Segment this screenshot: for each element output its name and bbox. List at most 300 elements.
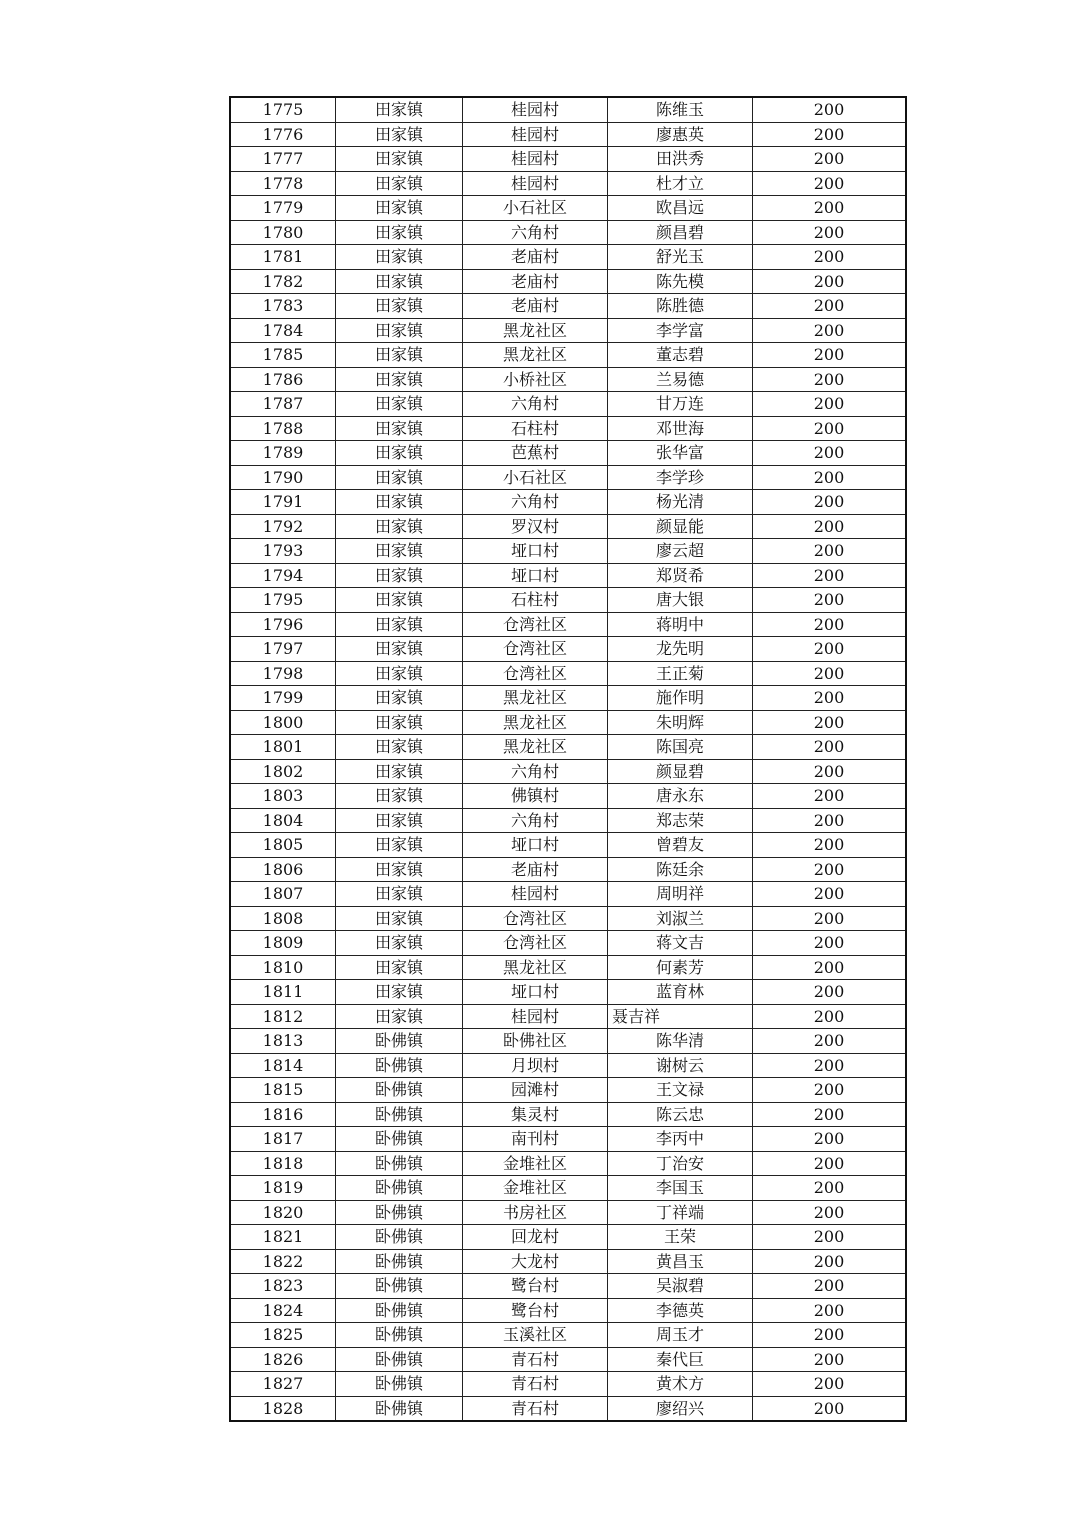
amount-cell: 200 [753, 980, 907, 1005]
town-cell: 田家镇 [336, 686, 463, 711]
serial-number-cell: 1783 [230, 294, 336, 319]
village-cell: 小桥社区 [463, 367, 608, 392]
town-cell: 田家镇 [336, 784, 463, 809]
town-cell: 田家镇 [336, 122, 463, 147]
town-cell: 卧佛镇 [336, 1274, 463, 1299]
amount-cell: 200 [753, 1225, 907, 1250]
town-cell: 田家镇 [336, 171, 463, 196]
person-name-cell: 秦代巨 [608, 1347, 753, 1372]
village-cell: 青石村 [463, 1347, 608, 1372]
person-name-cell: 欧昌远 [608, 196, 753, 221]
town-cell: 田家镇 [336, 514, 463, 539]
village-cell: 佛镇村 [463, 784, 608, 809]
serial-number-cell: 1817 [230, 1127, 336, 1152]
person-name-cell: 蒋文吉 [608, 931, 753, 956]
village-cell: 卧佛社区 [463, 1029, 608, 1054]
amount-cell: 200 [753, 1102, 907, 1127]
table-row [230, 661, 906, 686]
table-row [230, 367, 906, 392]
village-cell: 仓湾社区 [463, 637, 608, 662]
table-row [230, 735, 906, 760]
town-cell: 田家镇 [336, 416, 463, 441]
person-name-cell: 陈华清 [608, 1029, 753, 1054]
table-row [230, 245, 906, 270]
table-row [230, 1298, 906, 1323]
amount-cell: 200 [753, 220, 907, 245]
person-name-cell: 丁治安 [608, 1151, 753, 1176]
village-cell: 桂园村 [463, 1004, 608, 1029]
amount-cell: 200 [753, 269, 907, 294]
village-cell: 仓湾社区 [463, 661, 608, 686]
table-row [230, 294, 906, 319]
amount-cell: 200 [753, 833, 907, 858]
amount-cell: 200 [753, 759, 907, 784]
serial-number-cell: 1788 [230, 416, 336, 441]
table-row [230, 318, 906, 343]
table-row [230, 1078, 906, 1103]
village-cell: 金堆社区 [463, 1176, 608, 1201]
village-cell: 石柱村 [463, 588, 608, 613]
village-cell: 玉溪社区 [463, 1323, 608, 1348]
table-row [230, 612, 906, 637]
town-cell: 田家镇 [336, 588, 463, 613]
table-row [230, 416, 906, 441]
amount-cell: 200 [753, 343, 907, 368]
table-row [230, 220, 906, 245]
serial-number-cell: 1821 [230, 1225, 336, 1250]
village-cell: 黑龙社区 [463, 343, 608, 368]
person-name-cell: 陈胜德 [608, 294, 753, 319]
person-name-cell: 郑贤希 [608, 563, 753, 588]
amount-cell: 200 [753, 539, 907, 564]
village-cell: 园滩村 [463, 1078, 608, 1103]
amount-cell: 200 [753, 563, 907, 588]
town-cell: 卧佛镇 [336, 1029, 463, 1054]
town-cell: 田家镇 [336, 441, 463, 466]
town-cell: 卧佛镇 [336, 1200, 463, 1225]
person-name-cell: 郑志荣 [608, 808, 753, 833]
town-cell: 卧佛镇 [336, 1347, 463, 1372]
village-cell: 桂园村 [463, 97, 608, 122]
amount-cell: 200 [753, 1151, 907, 1176]
village-cell: 月坝村 [463, 1053, 608, 1078]
serial-number-cell: 1796 [230, 612, 336, 637]
table-row [230, 1347, 906, 1372]
serial-number-cell: 1811 [230, 980, 336, 1005]
person-name-cell: 蓝育林 [608, 980, 753, 1005]
table-row [230, 1102, 906, 1127]
amount-cell: 200 [753, 318, 907, 343]
town-cell: 卧佛镇 [336, 1298, 463, 1323]
village-cell: 金堆社区 [463, 1151, 608, 1176]
person-name-cell: 蒋明中 [608, 612, 753, 637]
serial-number-cell: 1793 [230, 539, 336, 564]
village-cell: 桂园村 [463, 171, 608, 196]
town-cell: 田家镇 [336, 931, 463, 956]
person-name-cell: 杜才立 [608, 171, 753, 196]
person-name-cell: 王荣 [608, 1225, 753, 1250]
serial-number-cell: 1797 [230, 637, 336, 662]
serial-number-cell: 1799 [230, 686, 336, 711]
amount-cell: 200 [753, 1004, 907, 1029]
village-cell: 小石社区 [463, 465, 608, 490]
town-cell: 田家镇 [336, 906, 463, 931]
table-row [230, 931, 906, 956]
person-name-cell: 董志碧 [608, 343, 753, 368]
person-name-cell: 唐大银 [608, 588, 753, 613]
person-name-cell: 周玉才 [608, 1323, 753, 1348]
amount-cell: 200 [753, 245, 907, 270]
person-name-cell: 陈云忠 [608, 1102, 753, 1127]
table-row [230, 784, 906, 809]
town-cell: 卧佛镇 [336, 1078, 463, 1103]
table-row [230, 1029, 906, 1054]
serial-number-cell: 1813 [230, 1029, 336, 1054]
table-row [230, 833, 906, 858]
person-name-cell: 谢树云 [608, 1053, 753, 1078]
serial-number-cell: 1815 [230, 1078, 336, 1103]
town-cell: 卧佛镇 [336, 1151, 463, 1176]
table-row [230, 539, 906, 564]
serial-number-cell: 1779 [230, 196, 336, 221]
person-name-cell: 甘万连 [608, 392, 753, 417]
amount-cell: 200 [753, 1176, 907, 1201]
town-cell: 田家镇 [336, 637, 463, 662]
person-name-cell: 舒光玉 [608, 245, 753, 270]
village-cell: 南刊村 [463, 1127, 608, 1152]
table-row [230, 1249, 906, 1274]
town-cell: 田家镇 [336, 465, 463, 490]
town-cell: 田家镇 [336, 980, 463, 1005]
village-cell: 青石村 [463, 1396, 608, 1421]
amount-cell: 200 [753, 294, 907, 319]
amount-cell: 200 [753, 1347, 907, 1372]
table-row [230, 563, 906, 588]
amount-cell: 200 [753, 147, 907, 172]
table-row [230, 686, 906, 711]
table-row [230, 147, 906, 172]
amount-cell: 200 [753, 661, 907, 686]
person-name-cell: 廖云超 [608, 539, 753, 564]
person-name-cell: 邓世海 [608, 416, 753, 441]
serial-number-cell: 1822 [230, 1249, 336, 1274]
town-cell: 卧佛镇 [336, 1225, 463, 1250]
town-cell: 田家镇 [336, 857, 463, 882]
amount-cell: 200 [753, 1029, 907, 1054]
serial-number-cell: 1802 [230, 759, 336, 784]
serial-number-cell: 1798 [230, 661, 336, 686]
serial-number-cell: 1818 [230, 1151, 336, 1176]
town-cell: 田家镇 [336, 759, 463, 784]
serial-number-cell: 1803 [230, 784, 336, 809]
serial-number-cell: 1786 [230, 367, 336, 392]
person-name-cell: 田洪秀 [608, 147, 753, 172]
village-cell: 垭口村 [463, 833, 608, 858]
town-cell: 卧佛镇 [336, 1249, 463, 1274]
serial-number-cell: 1785 [230, 343, 336, 368]
serial-number-cell: 1826 [230, 1347, 336, 1372]
person-name-cell: 兰易德 [608, 367, 753, 392]
town-cell: 卧佛镇 [336, 1127, 463, 1152]
village-cell: 六角村 [463, 808, 608, 833]
village-cell: 回龙村 [463, 1225, 608, 1250]
village-cell: 老庙村 [463, 269, 608, 294]
amount-cell: 200 [753, 955, 907, 980]
town-cell: 卧佛镇 [336, 1396, 463, 1421]
serial-number-cell: 1776 [230, 122, 336, 147]
table-row [230, 710, 906, 735]
person-name-cell: 曾碧友 [608, 833, 753, 858]
town-cell: 田家镇 [336, 808, 463, 833]
village-cell: 罗汉村 [463, 514, 608, 539]
serial-number-cell: 1781 [230, 245, 336, 270]
town-cell: 田家镇 [336, 612, 463, 637]
village-cell: 六角村 [463, 490, 608, 515]
table-row [230, 122, 906, 147]
amount-cell: 200 [753, 808, 907, 833]
serial-number-cell: 1777 [230, 147, 336, 172]
table-row [230, 1200, 906, 1225]
town-cell: 田家镇 [336, 245, 463, 270]
village-cell: 石柱村 [463, 416, 608, 441]
table-row [230, 1176, 906, 1201]
town-cell: 田家镇 [336, 269, 463, 294]
serial-number-cell: 1807 [230, 882, 336, 907]
person-name-cell: 李德英 [608, 1298, 753, 1323]
village-cell: 大龙村 [463, 1249, 608, 1274]
village-cell: 黑龙社区 [463, 955, 608, 980]
serial-number-cell: 1784 [230, 318, 336, 343]
village-cell: 垭口村 [463, 539, 608, 564]
serial-number-cell: 1820 [230, 1200, 336, 1225]
serial-number-cell: 1827 [230, 1372, 336, 1397]
person-name-cell: 颜昌碧 [608, 220, 753, 245]
town-cell: 田家镇 [336, 97, 463, 122]
town-cell: 卧佛镇 [336, 1102, 463, 1127]
serial-number-cell: 1812 [230, 1004, 336, 1029]
person-name-cell: 李国玉 [608, 1176, 753, 1201]
town-cell: 田家镇 [336, 735, 463, 760]
person-name-cell: 王正菊 [608, 661, 753, 686]
amount-cell: 200 [753, 367, 907, 392]
serial-number-cell: 1814 [230, 1053, 336, 1078]
table-row [230, 514, 906, 539]
serial-number-cell: 1806 [230, 857, 336, 882]
town-cell: 卧佛镇 [336, 1176, 463, 1201]
amount-cell: 200 [753, 1053, 907, 1078]
table-row [230, 808, 906, 833]
person-name-cell: 丁祥端 [608, 1200, 753, 1225]
amount-cell: 200 [753, 171, 907, 196]
table-row [230, 759, 906, 784]
person-name-cell: 黄昌玉 [608, 1249, 753, 1274]
person-name-cell: 颜显能 [608, 514, 753, 539]
person-name-cell: 聂吉祥 [608, 1004, 753, 1029]
serial-number-cell: 1804 [230, 808, 336, 833]
village-cell: 黑龙社区 [463, 710, 608, 735]
amount-cell: 200 [753, 490, 907, 515]
village-cell: 黑龙社区 [463, 318, 608, 343]
amount-cell: 200 [753, 1078, 907, 1103]
table-row [230, 857, 906, 882]
town-cell: 田家镇 [336, 661, 463, 686]
table-row [230, 955, 906, 980]
serial-number-cell: 1787 [230, 392, 336, 417]
amount-cell: 200 [753, 612, 907, 637]
town-cell: 田家镇 [336, 539, 463, 564]
table-row [230, 171, 906, 196]
village-cell: 青石村 [463, 1372, 608, 1397]
amount-cell: 200 [753, 97, 907, 122]
town-cell: 田家镇 [336, 392, 463, 417]
amount-cell: 200 [753, 588, 907, 613]
village-cell: 六角村 [463, 220, 608, 245]
amount-cell: 200 [753, 441, 907, 466]
roster-table [229, 96, 907, 1422]
person-name-cell: 陈维玉 [608, 97, 753, 122]
village-cell: 垭口村 [463, 563, 608, 588]
amount-cell: 200 [753, 392, 907, 417]
person-name-cell: 施作明 [608, 686, 753, 711]
town-cell: 田家镇 [336, 710, 463, 735]
town-cell: 田家镇 [336, 318, 463, 343]
table-row [230, 1053, 906, 1078]
village-cell: 小石社区 [463, 196, 608, 221]
table-row [230, 1274, 906, 1299]
serial-number-cell: 1801 [230, 735, 336, 760]
person-name-cell: 陈先模 [608, 269, 753, 294]
amount-cell: 200 [753, 1323, 907, 1348]
town-cell: 田家镇 [336, 882, 463, 907]
town-cell: 田家镇 [336, 490, 463, 515]
town-cell: 田家镇 [336, 367, 463, 392]
table-row [230, 637, 906, 662]
village-cell: 老庙村 [463, 294, 608, 319]
serial-number-cell: 1828 [230, 1396, 336, 1421]
village-cell: 老庙村 [463, 245, 608, 270]
amount-cell: 200 [753, 1249, 907, 1274]
village-cell: 黑龙社区 [463, 686, 608, 711]
table-row [230, 441, 906, 466]
table-row [230, 882, 906, 907]
village-cell: 芭蕉村 [463, 441, 608, 466]
amount-cell: 200 [753, 857, 907, 882]
amount-cell: 200 [753, 735, 907, 760]
table-row [230, 196, 906, 221]
person-name-cell: 吴淑碧 [608, 1274, 753, 1299]
person-name-cell: 刘淑兰 [608, 906, 753, 931]
serial-number-cell: 1808 [230, 906, 336, 931]
table-row [230, 97, 906, 122]
town-cell: 田家镇 [336, 196, 463, 221]
person-name-cell: 王文禄 [608, 1078, 753, 1103]
table-row [230, 1127, 906, 1152]
amount-cell: 200 [753, 465, 907, 490]
person-name-cell: 何素芳 [608, 955, 753, 980]
person-name-cell: 李学富 [608, 318, 753, 343]
serial-number-cell: 1819 [230, 1176, 336, 1201]
serial-number-cell: 1791 [230, 490, 336, 515]
amount-cell: 200 [753, 1372, 907, 1397]
village-cell: 桂园村 [463, 882, 608, 907]
serial-number-cell: 1795 [230, 588, 336, 613]
person-name-cell: 唐永东 [608, 784, 753, 809]
table-row [230, 906, 906, 931]
village-cell: 六角村 [463, 759, 608, 784]
amount-cell: 200 [753, 686, 907, 711]
serial-number-cell: 1792 [230, 514, 336, 539]
table-row [230, 1396, 906, 1421]
amount-cell: 200 [753, 122, 907, 147]
village-cell: 黑龙社区 [463, 735, 608, 760]
amount-cell: 200 [753, 514, 907, 539]
serial-number-cell: 1780 [230, 220, 336, 245]
person-name-cell: 朱明辉 [608, 710, 753, 735]
table-row [230, 343, 906, 368]
table-row [230, 980, 906, 1005]
village-cell: 六角村 [463, 392, 608, 417]
town-cell: 田家镇 [336, 955, 463, 980]
serial-number-cell: 1800 [230, 710, 336, 735]
person-name-cell: 龙先明 [608, 637, 753, 662]
amount-cell: 200 [753, 416, 907, 441]
town-cell: 卧佛镇 [336, 1053, 463, 1078]
person-name-cell: 黄术方 [608, 1372, 753, 1397]
town-cell: 田家镇 [336, 147, 463, 172]
amount-cell: 200 [753, 1200, 907, 1225]
town-cell: 卧佛镇 [336, 1323, 463, 1348]
village-cell: 桂园村 [463, 122, 608, 147]
amount-cell: 200 [753, 710, 907, 735]
town-cell: 田家镇 [336, 343, 463, 368]
amount-cell: 200 [753, 1396, 907, 1421]
amount-cell: 200 [753, 637, 907, 662]
table-row [230, 1225, 906, 1250]
village-cell: 鹭台村 [463, 1274, 608, 1299]
village-cell: 老庙村 [463, 857, 608, 882]
village-cell: 仓湾社区 [463, 906, 608, 931]
table-row [230, 1004, 906, 1029]
table-row [230, 465, 906, 490]
serial-number-cell: 1825 [230, 1323, 336, 1348]
amount-cell: 200 [753, 1298, 907, 1323]
serial-number-cell: 1810 [230, 955, 336, 980]
person-name-cell: 陈廷余 [608, 857, 753, 882]
amount-cell: 200 [753, 784, 907, 809]
table-row [230, 392, 906, 417]
amount-cell: 200 [753, 1127, 907, 1152]
village-cell: 书房社区 [463, 1200, 608, 1225]
town-cell: 田家镇 [336, 220, 463, 245]
village-cell: 仓湾社区 [463, 931, 608, 956]
person-name-cell: 周明祥 [608, 882, 753, 907]
table-row [230, 588, 906, 613]
serial-number-cell: 1775 [230, 97, 336, 122]
person-name-cell: 颜显碧 [608, 759, 753, 784]
table-row [230, 490, 906, 515]
serial-number-cell: 1805 [230, 833, 336, 858]
serial-number-cell: 1778 [230, 171, 336, 196]
serial-number-cell: 1816 [230, 1102, 336, 1127]
amount-cell: 200 [753, 882, 907, 907]
serial-number-cell: 1782 [230, 269, 336, 294]
village-cell: 垭口村 [463, 980, 608, 1005]
person-name-cell: 廖绍兴 [608, 1396, 753, 1421]
town-cell: 卧佛镇 [336, 1372, 463, 1397]
table-row [230, 1372, 906, 1397]
village-cell: 仓湾社区 [463, 612, 608, 637]
roster-table-body [230, 97, 906, 1421]
